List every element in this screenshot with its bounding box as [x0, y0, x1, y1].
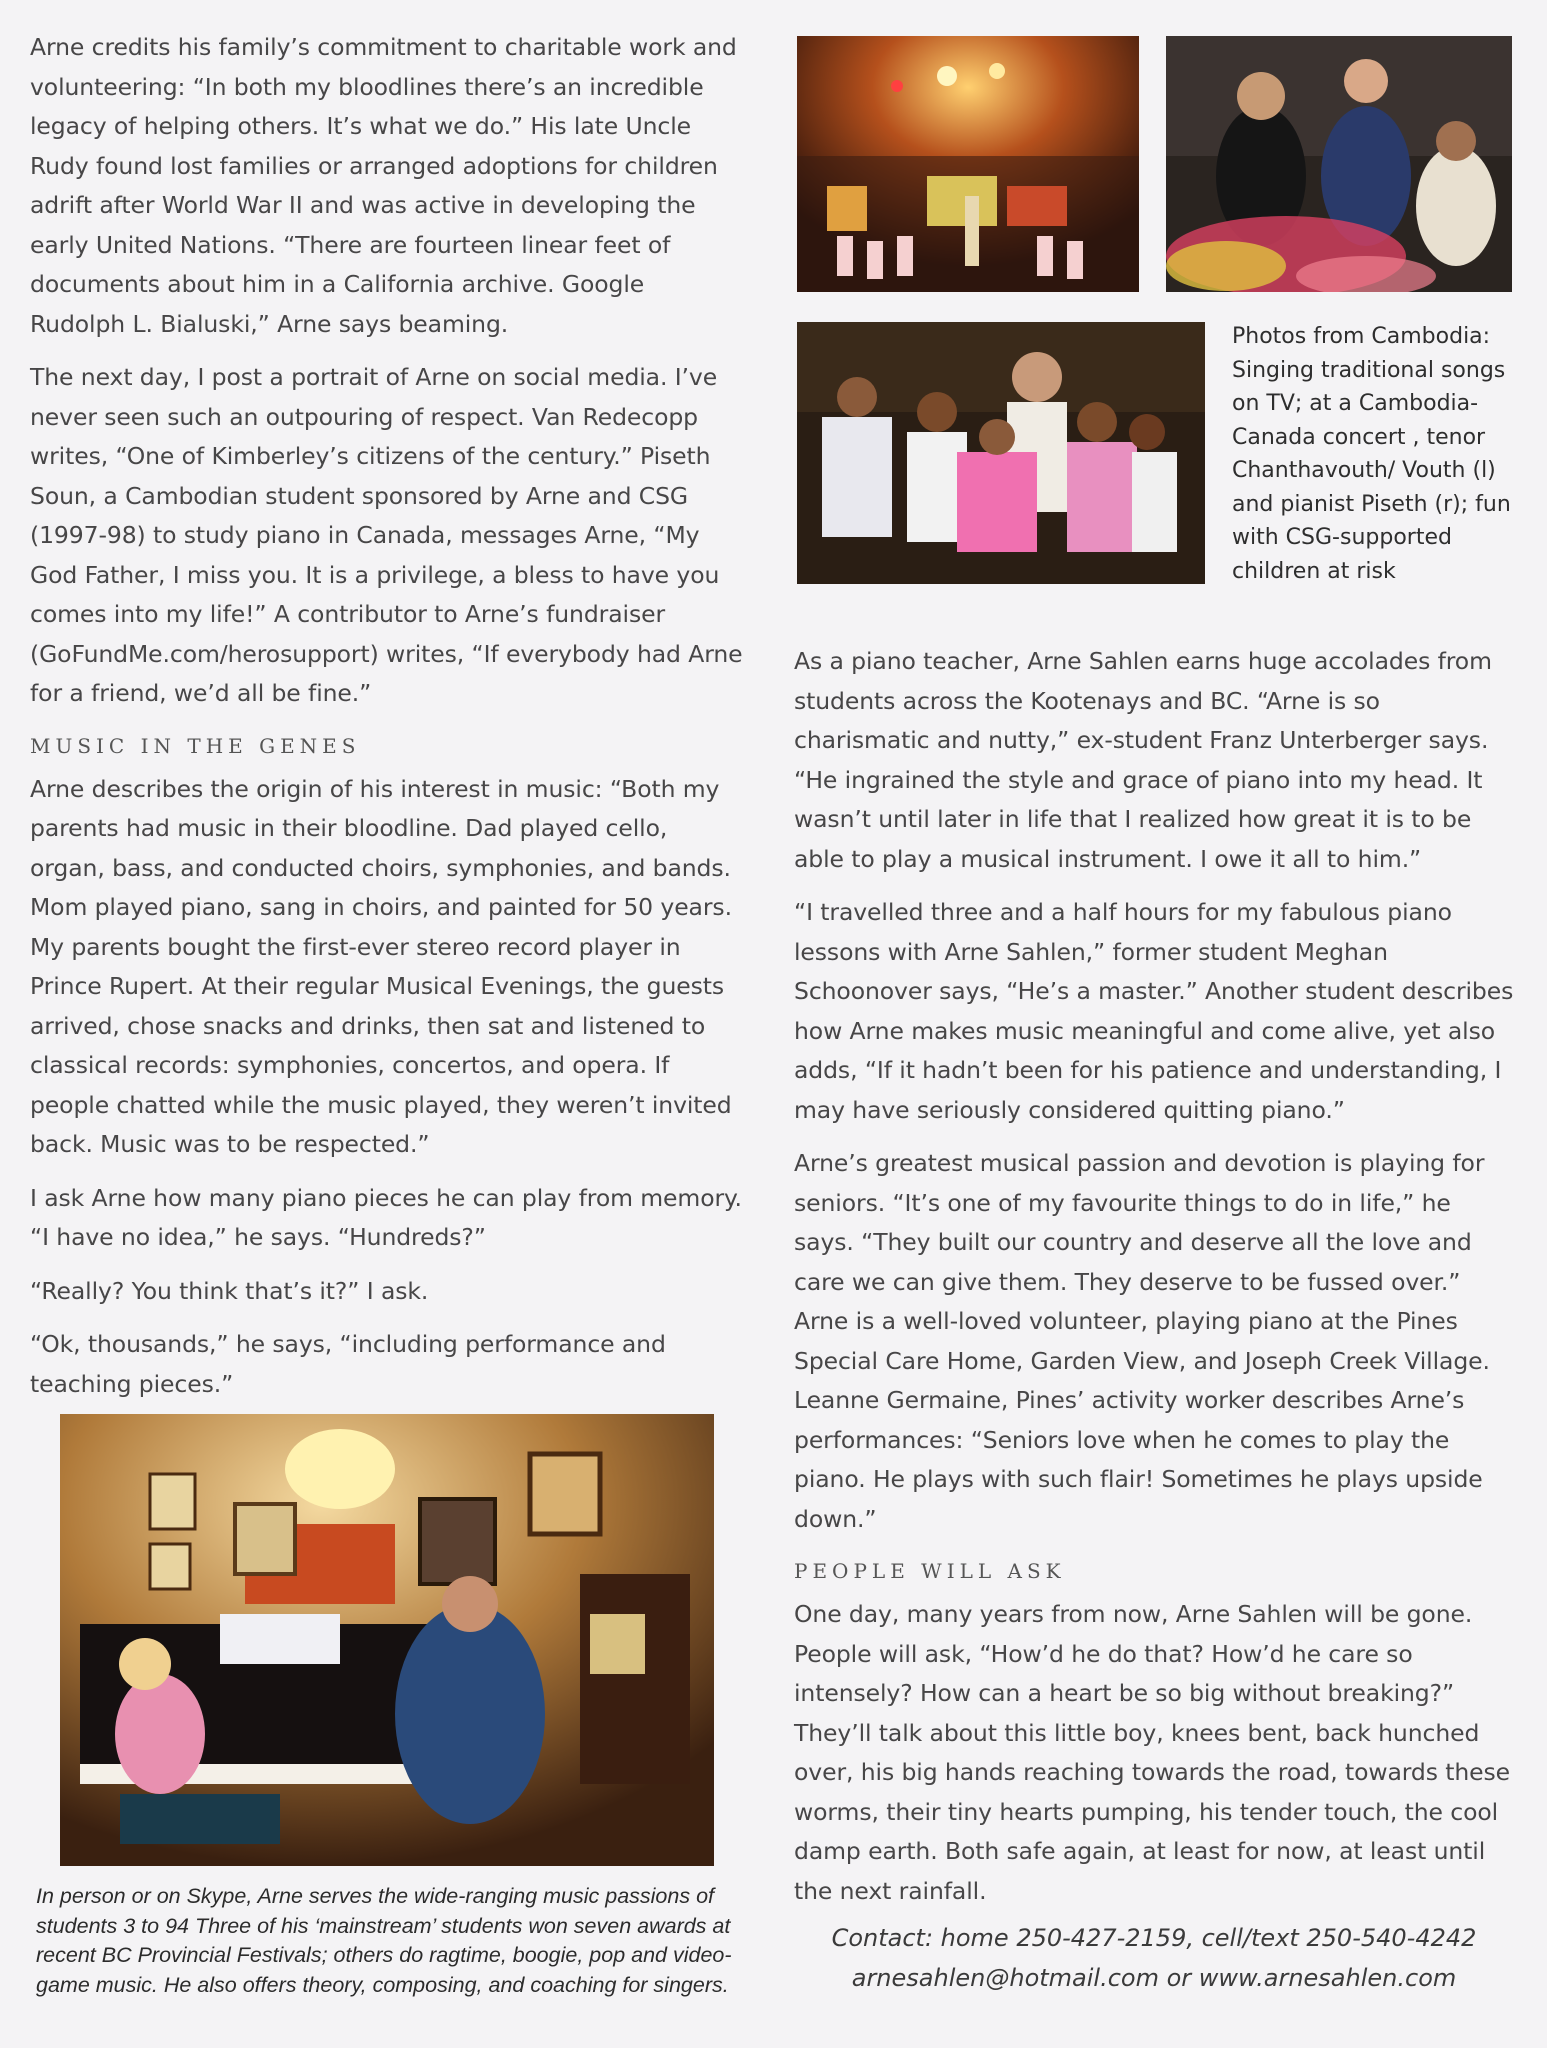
contact-block	[794, 1918, 1514, 1998]
paragraph: Arne describes the origin of his interest in music: “Both my parents had music in their bloodline. Dad played cello, organ, bass, and conducted choirs, symphonies, and bands. Mom played piano, sang in choirs, and painted for 50 years. My parents bought the first-ever stereo record player in Prince Rupert. At their regular Musical Evenings, the guests arrived, chose snacks and drinks, then sat and listened to classical records: symphonies, concertos, and opera. If people chatted while the music played, they weren’t invited back. Music was to be respected.”	[30, 774, 732, 1158]
paragraph: Arne credits his family’s commitment to charitable work and volunteering: “In both my bloodlines there’s an incredible legacy of helping others. It’s what we do.” His late Uncle Rudy found lost families or arranged adoptions for children adrift after World War II and was active in developing the early United Nations. “There are fourteen linear feet of documents about him in a California archive. Google Rudolph L. Bialuski,” Arne says beaming.	[30, 33, 737, 338]
piano-lesson-image	[60, 1414, 714, 1866]
photo-caption-piano: In person or on Skype, Arne serves the wide-ranging music passions of students 3 to 94 Three of his ‘mainstream’ students won seven awards at recent BC Provincial Festivals; others do ragtime, boogie, pop and video-game music. He also offers theory, composing, and coaching for singers.	[36, 1884, 732, 1997]
left-column	[30, 28, 744, 1418]
contact-phone: Contact: home 250-427-2159, cell/text 250-540-4242	[831, 1924, 1477, 1952]
section-heading: MUSIC IN THE GENES	[30, 733, 361, 758]
paragraph: “Ok, thousands,” he says, “including performance and teaching pieces.”	[30, 1330, 666, 1398]
right-column	[794, 642, 1514, 1925]
paragraph: The next day, I post a portrait of Arne on social media. I’ve never seen such an outpouring of respect. Van Redecopp writes, “One of Kimberley’s citizens of the century.” Piseth Soun, a Cambodian student sponsored by Arne and CSG (1997-98) to study piano in Canada, messages Arne, “My God Father, I miss you. It is a privilege, a bless to have you comes into my life!” A contributor to Arne’s fundraiser (GoFundMe.com/herosupport) writes, “If everybody had Arne for a friend, we’d all be fine.”	[30, 363, 743, 707]
paragraph: One day, many years from now, Arne Sahlen will be gone. People will ask, “How’d he do that? How’d he care so intensely? How can a heart be so big without breaking?” They’ll talk about this little boy, knees bent, back hunched over, his big hands reaching towards the road, towards these worms, their tiny hearts pumping, his tender touch, the cool damp earth. Both safe again, at least for now, at least until the next rainfall.	[794, 1600, 1511, 1905]
paragraph: Arne’s greatest musical passion and devotion is playing for seniors. “It’s one of my favourite things to do in life,” he says. “They built our country and deserve all the love and care we can give them. They deserve to be fussed over.” Arne is a well-loved volunteer, playing piano at the Pines Special Care Home, Garden View, and Joseph Creek Village. Leanne Germaine, Pines’ activity worker describes Arne’s performances: “Seniors love when he comes to play the piano. He plays with such flair! Sometimes he plays upside down.”	[794, 1149, 1490, 1533]
paragraph: “I travelled three and a half hours for my fabulous piano lessons with Arne Sahlen,” former student Meghan Schoonover says, “He’s a master.” Another student describes how Arne makes music meaningful and come alive, yet also adds, “If it hadn’t been for his patience and understanding, I may have seriously considered quitting piano.”	[794, 898, 1514, 1124]
concert-photo	[1166, 36, 1512, 292]
piano-lesson-photo	[60, 1414, 714, 1866]
contact-web: arnesahlen@hotmail.com or www.arnesahlen.com	[851, 1964, 1457, 1992]
paragraph: “Really? You think that’s it?” I ask.	[30, 1276, 429, 1305]
paragraph: As a piano teacher, Arne Sahlen earns huge accolades from students across the Kootenays and BC. “Arne is so charismatic and nutty,” ex-student Franz Unterberger says. “He ingrained the style and grace of piano into my head. It wasn’t until later in life that I realized how great it is to be able to play a musical instrument. I owe it all to him.”	[794, 647, 1492, 873]
stage-performance-photo	[797, 36, 1139, 292]
photo-caption-cambodia: Photos from Cambodia: Singing traditional songs on TV; at a Cambodia-Canada concert , tenor Chanthavouth/ Vouth (l) and pianist Piseth (r); fun with CSG-supported children at risk	[1232, 324, 1511, 584]
stage-performance-image	[797, 36, 1139, 292]
section-heading: PEOPLE WILL ASK	[794, 1559, 1066, 1583]
children-photo	[797, 322, 1205, 584]
concert-image	[1166, 36, 1512, 292]
children-image	[797, 322, 1205, 584]
paragraph: I ask Arne how many piano pieces he can play from memory. “I have no idea,” he says. “Hundreds?”	[30, 1183, 742, 1251]
